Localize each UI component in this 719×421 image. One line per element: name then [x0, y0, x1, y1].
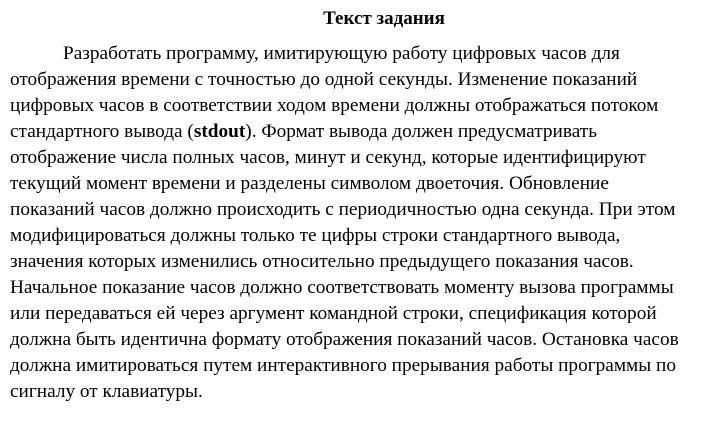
paragraph-line: отображение числа полных часов, минут и секунд, которые идентифицируют: [10, 147, 646, 168]
stdout-term: stdout: [193, 121, 246, 142]
paragraph-line: или передаваться ей через аргумент командной строки, спецификация которой: [10, 303, 657, 324]
paragraph-line: показаний часов должно происходить с периодичностью одна секунда. При этом: [10, 199, 676, 220]
paragraph-line: значения которых изменились относительно предыдущего показания часов.: [10, 251, 634, 272]
paragraph-line: сигналу от клавиатуры.: [10, 381, 203, 402]
line-text-before: стандартного вывода (: [10, 121, 194, 142]
paragraph-line: модифицироваться должны только те цифры строки стандартного вывода,: [10, 225, 621, 246]
paragraph-line: [10, 119, 716, 145]
line-text-after: ). Формат вывода должен предусматривать: [245, 121, 597, 142]
document-title: Текст задания: [323, 8, 445, 29]
paragraph-line: должна быть идентична формату отображения показаний часов. Остановка часов: [10, 329, 679, 350]
paragraph-line: текущий момент времени и разделены символом двоеточия. Обновление: [10, 173, 609, 194]
paragraph-line: должна имитироваться путем интерактивного прерывания работы программы по: [10, 355, 676, 376]
task-paragraph: [10, 41, 716, 405]
paragraph-line: цифровых часов в соответствии ходом времени должны отображаться потоком: [10, 95, 659, 116]
paragraph-line: отображения времени с точностью до одной секунды. Изменение показаний: [10, 69, 638, 90]
paragraph-line: Разработать программу, имитирующую работу цифровых часов для: [63, 43, 620, 64]
paragraph-line: Начальное показание часов должно соответствовать моменту вызова программы: [10, 277, 674, 298]
